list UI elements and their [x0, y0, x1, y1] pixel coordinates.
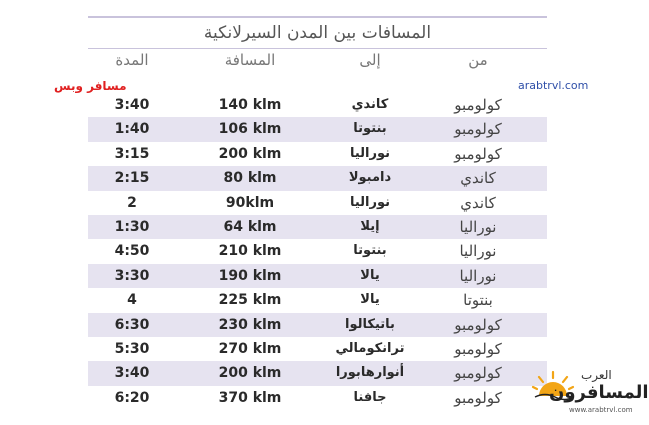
- cell-distance: 270 klm: [218, 340, 282, 357]
- table-title: المسافات بين المدن السيرلانكية: [88, 16, 547, 49]
- cell-duration: 2: [127, 194, 137, 211]
- cell-to: نوراليا: [349, 194, 391, 210]
- table-row: [88, 386, 547, 410]
- cell-from: كولومبو: [454, 96, 502, 114]
- cell-to: إيلا: [360, 218, 380, 234]
- cell-to: ترانكومالي: [335, 340, 405, 356]
- cell-duration: 3:30: [114, 267, 150, 284]
- cell-from: نوراليا: [459, 217, 497, 236]
- cell-from: كاندي: [460, 169, 496, 188]
- table-row: [88, 313, 547, 337]
- header-duration: المدة: [115, 51, 149, 69]
- cell-from: نوراليا: [459, 242, 497, 261]
- cell-duration: 6:30: [114, 316, 150, 333]
- table-row: [88, 215, 547, 239]
- logo-url: www.arabtrvl.com: [569, 406, 633, 414]
- cell-from: كولومبو: [454, 364, 502, 383]
- cell-duration: 3:15: [114, 145, 150, 162]
- table-header: [88, 49, 547, 93]
- logo-text-main: المسافرون: [549, 382, 649, 403]
- cell-duration: 5:30: [114, 340, 150, 357]
- site-logo: [525, 364, 649, 422]
- cell-duration: 1:30: [114, 218, 150, 235]
- cell-distance: 370 klm: [218, 389, 282, 406]
- cell-distance: 190 klm: [218, 267, 282, 284]
- table-row: [88, 337, 547, 361]
- table-row: [88, 117, 547, 141]
- cell-distance: 200 klm: [218, 365, 282, 382]
- table-body: [88, 93, 547, 410]
- distance-table: [88, 16, 547, 410]
- cell-distance: 90klm: [225, 194, 275, 211]
- header-to: إلى: [359, 51, 381, 69]
- header-from: من: [468, 51, 488, 69]
- cell-distance: 230 klm: [218, 316, 282, 333]
- cell-distance: 200 klm: [218, 145, 282, 162]
- cell-to: أنوارهابورا: [335, 365, 405, 381]
- table-row: [88, 361, 547, 385]
- cell-duration: 3:40: [114, 97, 150, 113]
- cell-to: يالا: [360, 267, 380, 283]
- cell-from: كولومبو: [454, 315, 502, 334]
- cell-distance: 64 klm: [223, 218, 277, 235]
- cell-to: بنتوتا: [353, 121, 387, 137]
- table-row: [88, 239, 547, 263]
- header-distance: المسافة: [224, 51, 276, 69]
- cell-duration: 6:20: [114, 389, 150, 406]
- table-row: [88, 288, 547, 312]
- table-row: [88, 166, 547, 190]
- cell-duration: 3:40: [114, 365, 150, 382]
- cell-to: جافنا: [353, 389, 387, 405]
- table-row: [88, 142, 547, 166]
- cell-duration: 4: [127, 292, 137, 309]
- cell-from: نوراليا: [459, 266, 497, 285]
- cell-distance: 80 klm: [223, 170, 277, 187]
- watermark-site-text: arabtrvl.com: [518, 79, 589, 92]
- cell-duration: 2:15: [114, 170, 150, 187]
- cell-to: باتيكالوا: [345, 316, 395, 332]
- cell-duration: 4:50: [114, 243, 150, 260]
- cell-from: كولومبو: [454, 339, 502, 358]
- table-row: [88, 191, 547, 215]
- cell-from: كاندي: [460, 193, 496, 212]
- cell-distance: 225 klm: [218, 292, 282, 309]
- cell-to: يالا: [360, 292, 380, 308]
- watermark-left-text: مسافر وبس: [54, 79, 127, 93]
- table-row: [88, 93, 547, 117]
- cell-to: نوراليا: [349, 145, 391, 161]
- logo-text-top: العرب: [581, 368, 612, 382]
- cell-distance: 210 klm: [218, 243, 282, 260]
- cell-to: بنتوتا: [353, 243, 387, 259]
- cell-distance: 106 klm: [218, 121, 282, 138]
- table-row: [88, 264, 547, 288]
- cell-from: كولومبو: [454, 388, 502, 407]
- cell-from: بنتوتا: [463, 291, 493, 310]
- cell-from: كولومبو: [454, 120, 502, 139]
- cell-from: كولومبو: [454, 144, 502, 163]
- cell-duration: 1:40: [114, 121, 150, 138]
- cell-to: كاندي: [351, 97, 389, 112]
- cell-distance: 140 klm: [218, 97, 282, 113]
- cell-to: دامبولا: [348, 170, 392, 186]
